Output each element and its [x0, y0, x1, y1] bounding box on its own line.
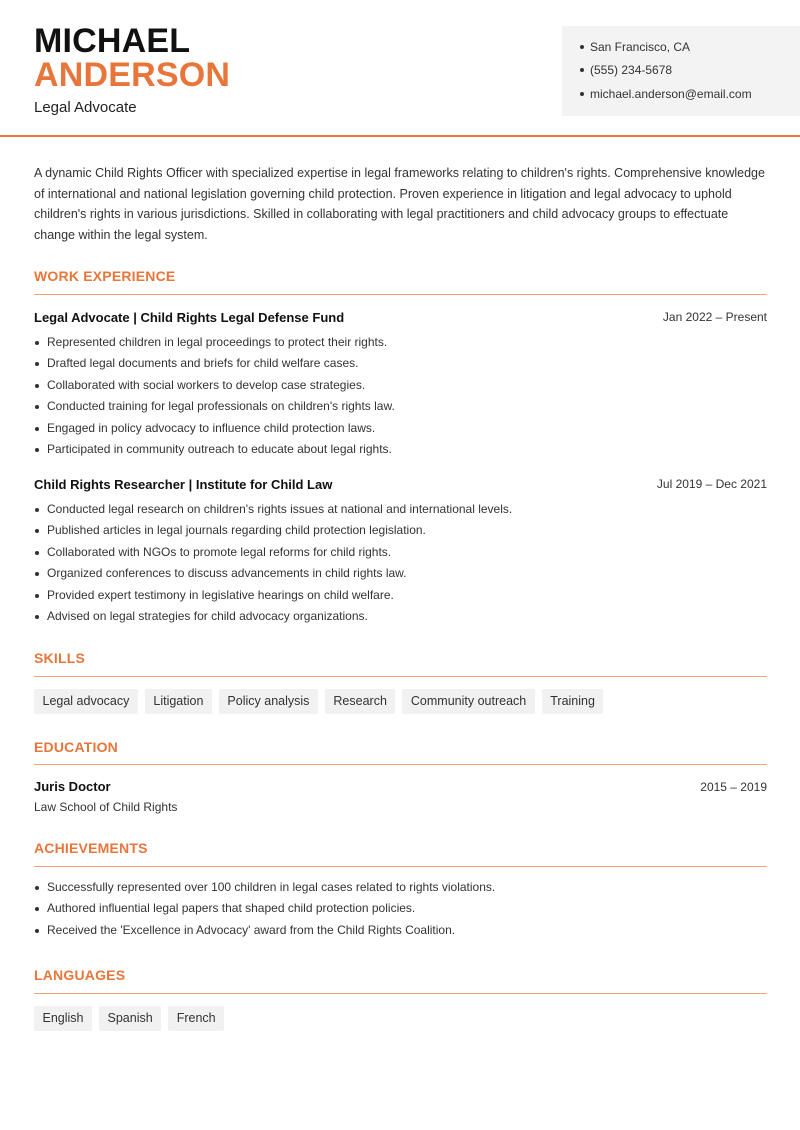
section-title-languages: LANGUAGES	[34, 967, 126, 983]
list-item: Successfully represented over 100 children in legal cases related to rights violations.	[34, 877, 767, 898]
contact-box	[562, 26, 800, 116]
languages-list	[34, 1006, 224, 1031]
section-title-skills: SKILLS	[34, 650, 85, 666]
job-role: Legal Advocate | Child Rights Legal Defense Fund	[34, 310, 345, 325]
education-school: Law School of Child Rights	[34, 800, 178, 814]
contact-location: San Francisco, CA	[580, 39, 690, 55]
bullet-icon	[580, 45, 584, 49]
bullet-icon	[580, 92, 584, 96]
list-item: Participated in community outreach to educate about legal rights.	[34, 439, 767, 460]
skill-tag: Research	[325, 689, 396, 714]
section-divider	[34, 993, 767, 994]
skills-list	[34, 689, 603, 714]
language-tag: English	[34, 1006, 92, 1031]
list-item: Represented children in legal proceedings to protect their rights.	[34, 332, 767, 353]
section-divider	[34, 676, 767, 677]
list-item: Engaged in policy advocacy to influence child protection laws.	[34, 418, 767, 439]
job-role: Child Rights Researcher | Institute for Child Law	[34, 477, 333, 492]
language-tag: French	[168, 1006, 224, 1031]
skill-tag: Legal advocacy	[34, 689, 138, 714]
job-bullets	[34, 332, 767, 460]
list-item: Drafted legal documents and briefs for child welfare cases.	[34, 353, 767, 374]
list-item: Advised on legal strategies for child advocacy organizations.	[34, 606, 767, 627]
job-bullets	[34, 499, 767, 627]
list-item: Collaborated with NGOs to promote legal reforms for child rights.	[34, 542, 767, 563]
section-title-work: WORK EXPERIENCE	[34, 268, 176, 284]
resume-header	[0, 0, 800, 137]
job-dates: Jul 2019 – Dec 2021	[656, 477, 767, 491]
first-name: MICHAEL	[34, 22, 191, 60]
education-degree: Juris Doctor	[34, 779, 111, 794]
contact-email: michael.anderson@email.com	[580, 86, 752, 102]
list-item: Published articles in legal journals regarding child protection legislation.	[34, 520, 767, 541]
list-item: Conducted legal research on children's rights issues at national and international levels.	[34, 499, 767, 520]
list-item: Conducted training for legal professionals on children's rights law.	[34, 396, 767, 417]
last-name: ANDERSON	[34, 56, 231, 94]
achievements-list	[34, 877, 767, 941]
section-divider	[34, 294, 767, 295]
section-title-education: EDUCATION	[34, 739, 118, 755]
contact-phone: (555) 234-5678	[580, 62, 672, 78]
job-title: Legal Advocate	[34, 99, 137, 116]
list-item: Provided expert testimony in legislative hearings on child welfare.	[34, 585, 767, 606]
skill-tag: Policy analysis	[219, 689, 318, 714]
list-item: Collaborated with social workers to develop case strategies.	[34, 375, 767, 396]
list-item: Authored influential legal papers that shaped child protection policies.	[34, 898, 767, 919]
job-dates: Jan 2022 – Present	[662, 310, 767, 324]
section-divider	[34, 866, 767, 867]
job-header	[34, 477, 767, 492]
job-header	[34, 310, 767, 325]
skill-tag: Litigation	[145, 689, 212, 714]
bullet-icon	[580, 68, 584, 72]
education-dates: 2015 – 2019	[700, 780, 767, 794]
list-item: Received the 'Excellence in Advocacy' award from the Child Rights Coalition.	[34, 920, 767, 941]
section-title-achievements: ACHIEVEMENTS	[34, 840, 148, 856]
language-tag: Spanish	[99, 1006, 161, 1031]
summary: A dynamic Child Rights Officer with specialized expertise in legal frameworks relating to children's rights. Comprehensive knowledge of international and national legislation governing child protection. Proven experience in litigation and legal advocacy to uphold children's rights in various jurisdictions. Skilled in collaborating with legal practitioners and child advocacy groups to effectuate change within the legal system.	[34, 166, 765, 243]
list-item: Organized conferences to discuss advancements in child rights law.	[34, 563, 767, 584]
skill-tag: Training	[542, 689, 604, 714]
skill-tag: Community outreach	[402, 689, 534, 714]
section-divider	[34, 764, 767, 765]
